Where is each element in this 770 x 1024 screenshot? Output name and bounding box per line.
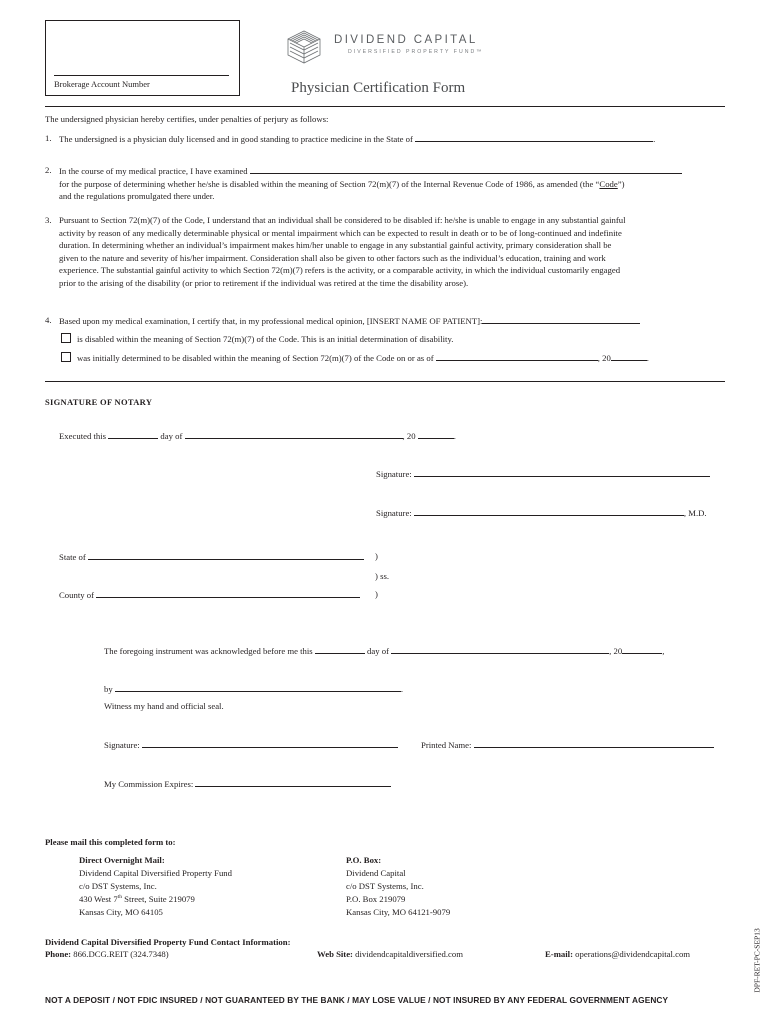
state-line: State of [59, 550, 364, 564]
paren: ) [375, 551, 378, 561]
option-prior-disability: was initially determined to be disabled within the meaning of Section 72(m)(7) of the Code on or as of , 20 . [45, 351, 725, 365]
item-1: 1. The undersigned is a physician duly licensed and in good standing to practice medicine in the State of . [45, 133, 656, 144]
website-link[interactable]: dividendcapitaldiversified.com [355, 949, 463, 959]
initial-disability-checkbox[interactable] [61, 333, 71, 343]
notary-signature-line: Signature: [104, 738, 398, 752]
form-code: DPF-RET-PC-SEP13 [752, 928, 762, 993]
mailing-heading: Please mail this completed form to: [45, 837, 176, 847]
divider [45, 106, 725, 107]
item-4: 4. Based upon my medical examination, I certify that, in my professional medical opinion, [INSERT NAME OF PATIENT]: [45, 314, 725, 328]
patient-name-field[interactable] [482, 314, 640, 324]
contact-phone: Phone: 866.DCG.REIT (324.7348) [45, 949, 169, 959]
divider [45, 381, 725, 382]
printed-name-field[interactable] [474, 738, 714, 748]
by-line: by . [104, 684, 404, 694]
acknowledged-line: The foregoing instrument was acknowledged before me this day of , 20 , [104, 646, 665, 656]
signature-line-1: Signature: [376, 467, 710, 481]
acknowledged-month-field[interactable] [391, 644, 609, 654]
cube-logo-icon [288, 31, 320, 63]
contact-heading: Dividend Capital Diversified Property Fund Contact Information: [45, 937, 291, 947]
brokerage-account-box [45, 20, 240, 96]
logo-wordmark: DIVIDEND CAPITAL [334, 34, 478, 46]
witness-text: Witness my hand and official seal. [104, 701, 224, 711]
contact-email: E-mail: operations@dividendcapital.com [545, 949, 691, 959]
ss-label: ) ss. [375, 571, 389, 581]
executed-day-field[interactable] [108, 429, 158, 439]
determination-year-field[interactable] [611, 351, 647, 361]
executed-line: Executed this day of , 20 . [59, 431, 456, 441]
commission-line: My Commission Expires: [104, 777, 391, 791]
paren: ) [375, 589, 378, 599]
prior-disability-checkbox[interactable] [61, 352, 71, 362]
email-link[interactable]: operations@dividendcapital.com [575, 949, 691, 959]
acknowledged-day-field[interactable] [315, 644, 365, 654]
form-title: Physician Certification Form [291, 80, 466, 96]
item-3: 3. Pursuant to Section 72(m)(7) of the Code, I understand that an individual shall be considered to be disabled if: he/she is unable to engage in any substantial gainful activity by reason of any medically determinable physical or mental impairment which can be expected to result in death or to be of long-continued and indefinite duration. In determining whether an individual’s impairment makes him/her unable to engage in any substantial gainful activity, primary consideration shall be given to the nature and severity of his/her impairment. Consideration shall also be given to other factors such as the individual’s education, training and work experience. The substantial gainful activity to which Section 72(m)(7) refers is the activity, or a comparable activity, in which the individual customarily engaged prior to the arising of the disability (or prior to retirement if the individual was retired at the time the disability arose). [45, 215, 626, 289]
state-license-field[interactable] [415, 132, 653, 142]
signature-field[interactable] [414, 467, 710, 477]
overnight-address: Direct Overnight Mail: Dividend Capital Diversified Property Fund c/o DST Systems, Inc. 430 West 7th Street, Suite 219079 Kansas City, MO 64105 [79, 855, 232, 918]
physician-signature-field[interactable] [414, 506, 684, 516]
signature-line-md: Signature: , M.D. [376, 508, 707, 518]
option-initial-disability: is disabled within the meaning of Section 72(m)(7) of the Code. This is an initial determination of disability. [45, 333, 725, 346]
county-line: County of [59, 588, 360, 602]
account-number-label: Brokerage Account Number [54, 79, 150, 89]
state-field[interactable] [88, 550, 364, 560]
notary-heading: SIGNATURE OF NOTARY [45, 397, 153, 407]
commission-expires-field[interactable] [195, 777, 391, 787]
county-field[interactable] [96, 588, 360, 598]
disclaimer-bar: NOT A DEPOSIT / NOT FDIC INSURED / NOT GUARANTEED BY THE BANK / MAY LOSE VALUE / NOT INSURED BY ANY FEDERAL GOVERNMENT AGENCY [45, 995, 669, 1005]
item-2: 2. In the course of my medical practice, I have examined for the purpose of determining whether he/she is disabled within the meaning of Section 72(m)(7) of the Internal Revenue Code of 1986, as amended (the “Code”) and the regulations promulgated there under. [45, 164, 725, 203]
examined-patient-field[interactable] [250, 164, 682, 174]
certification-intro: The undersigned physician hereby certifies, under penalties of perjury as follows: [45, 114, 329, 124]
logo-subtitle: DIVERSIFIED PROPERTY FUND™ [348, 49, 484, 55]
notary-signature-field[interactable] [142, 738, 398, 748]
contact-website: Web Site: dividendcapitaldiversified.com [317, 949, 463, 959]
pobox-address: P.O. Box: Dividend Capital c/o DST Systems, Inc. P.O. Box 219079 Kansas City, MO 64121-9079 [346, 855, 451, 918]
by-name-field[interactable] [115, 682, 401, 692]
acknowledged-year-field[interactable] [622, 644, 662, 654]
printed-name-line: Printed Name: [421, 738, 714, 752]
determination-date-field[interactable] [436, 351, 598, 361]
account-number-field[interactable] [54, 75, 229, 76]
executed-month-field[interactable] [185, 429, 403, 439]
executed-year-field[interactable] [418, 429, 454, 439]
